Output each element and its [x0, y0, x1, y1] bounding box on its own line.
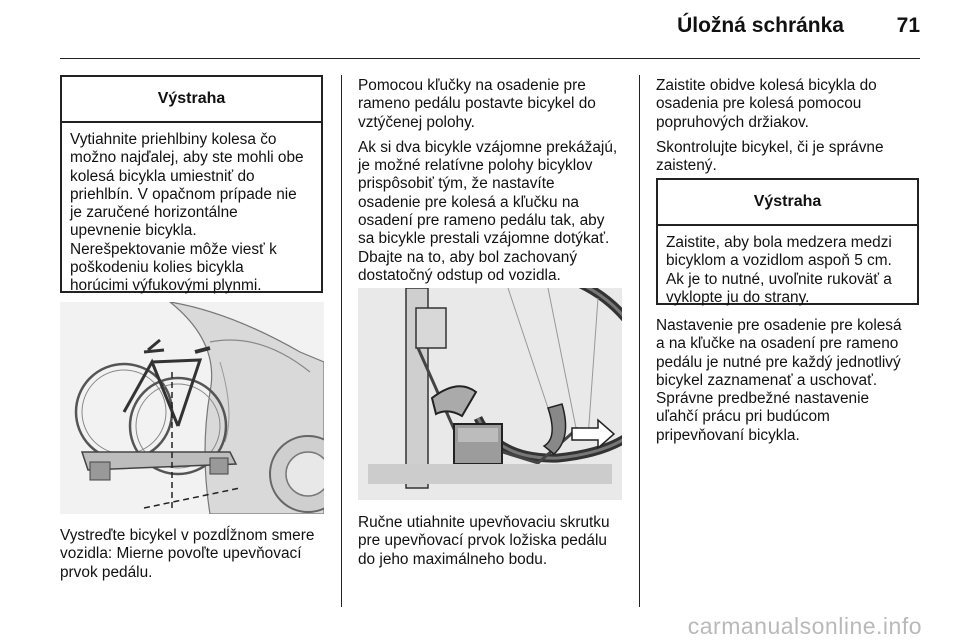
- text-line: osadenie pre kolesá a kľučku na: [358, 193, 579, 211]
- text-line: pripevňovaní bicykla.: [656, 426, 800, 444]
- warning-text: [658, 226, 917, 315]
- text-line: a na kľučke na osadení pre rameno: [656, 335, 899, 353]
- text-line: Nerešpektovanie môže viesť k: [70, 240, 277, 258]
- text-line: Vystreďte bicykel v pozdĺžnom smere: [60, 527, 315, 544]
- page-number: 71: [896, 14, 920, 37]
- text-line: Dbajte na to, aby bol zachovaný: [358, 248, 578, 266]
- text-line: Skontrolujte bicykel, či je správne: [656, 138, 884, 156]
- text-line: vztýčenej polohy.: [358, 113, 475, 131]
- text-line: je zaručené horizontálne: [70, 204, 238, 222]
- paragraph: [656, 77, 920, 132]
- warning-heading: Výstraha: [658, 180, 917, 226]
- pedal-mount-illustration: [358, 288, 622, 500]
- caption-1: [60, 527, 330, 582]
- warning-heading: Výstraha: [62, 77, 321, 123]
- section-title: Úložná schránka: [677, 14, 844, 37]
- text-line: osadenia pre kolesá pomocou: [656, 95, 862, 113]
- paragraph: [358, 77, 628, 132]
- text-line: je možné relatívne polohy bicyklov: [358, 157, 593, 175]
- text-line: bicykel zaznamenať a uschovať.: [656, 371, 878, 389]
- column-divider-2: [639, 75, 640, 607]
- text-line: Správne predbežné nastavenie: [656, 390, 870, 408]
- text-line: poškodeniu kolies bicykla: [70, 259, 244, 277]
- text-line: Ručne utiahnite upevňovaciu skrutku: [358, 514, 610, 531]
- text-line: dostatočný odstup od vozidla.: [358, 266, 561, 284]
- text-line: uľahčí prácu pri budúcom: [656, 408, 830, 426]
- header-divider: [60, 58, 920, 59]
- column-2: [358, 77, 628, 292]
- text-line: vozidla: Mierne povoľte upevňovací: [60, 545, 302, 563]
- text-line: do jeho maximálneho bodu.: [358, 550, 548, 568]
- text-line: prispôsobiť tým, že nastavíte: [358, 175, 555, 193]
- text-line: rameno pedálu postavte bicykel do: [358, 95, 596, 113]
- text-line: Pomocou kľučky na osadenie pre: [358, 77, 586, 94]
- text-line: Vytiahnite priehlbiny kolesa čo: [70, 131, 277, 148]
- warning-text: [62, 123, 321, 304]
- column-1: [60, 75, 323, 293]
- text-line: popruhových držiakov.: [656, 113, 809, 131]
- text-line: upevnenie bicykla.: [70, 222, 197, 240]
- text-line: priehlbín. V opačnom prípade nie: [70, 185, 297, 203]
- text-line: vyklopte ju do strany.: [666, 288, 810, 306]
- text-line: Zaistite obidve kolesá bicykla do: [656, 77, 877, 94]
- text-line: Zaistite, aby bola medzera medzi: [666, 234, 892, 251]
- text-line: osadení pre rameno pedálu tak, aby: [358, 212, 605, 230]
- text-line: možno najďalej, aby ste mohli obe: [70, 149, 304, 167]
- text-line: zaistený.: [656, 157, 717, 175]
- warning-box: [656, 178, 919, 305]
- column-3: [656, 77, 920, 182]
- text-line: horúcimi výfukovými plynmi.: [70, 277, 262, 295]
- bicycle-carrier-illustration: [60, 302, 324, 514]
- text-line: kolesá bicykla umiestniť do: [70, 167, 255, 185]
- paragraph: [656, 139, 920, 176]
- text-line: Nastavenie pre osadenie pre kolesá: [656, 317, 902, 334]
- warning-box: [60, 75, 323, 293]
- text-line: Ak je to nutné, uvoľnite rukoväť a: [666, 270, 892, 288]
- text-line: bicyklom a vozidlom aspoň 5 cm.: [666, 252, 892, 270]
- paragraph-nastavenie: [656, 317, 926, 445]
- text-line: Ak si dva bicykle vzájomne prekážajú,: [358, 138, 618, 156]
- text-line: sa bicykle prestali vzájomne dotýkať.: [358, 230, 610, 248]
- column-divider-1: [341, 75, 342, 607]
- text-line: pre upevňovací prvok ložiska pedálu: [358, 532, 607, 550]
- text-line: prvok pedálu.: [60, 563, 153, 581]
- text-line: pedálu je nutné pre každý jednotlivý: [656, 353, 901, 371]
- caption-2: [358, 514, 633, 569]
- paragraph: [358, 139, 628, 285]
- watermark: carmanualsonline.info: [687, 613, 922, 639]
